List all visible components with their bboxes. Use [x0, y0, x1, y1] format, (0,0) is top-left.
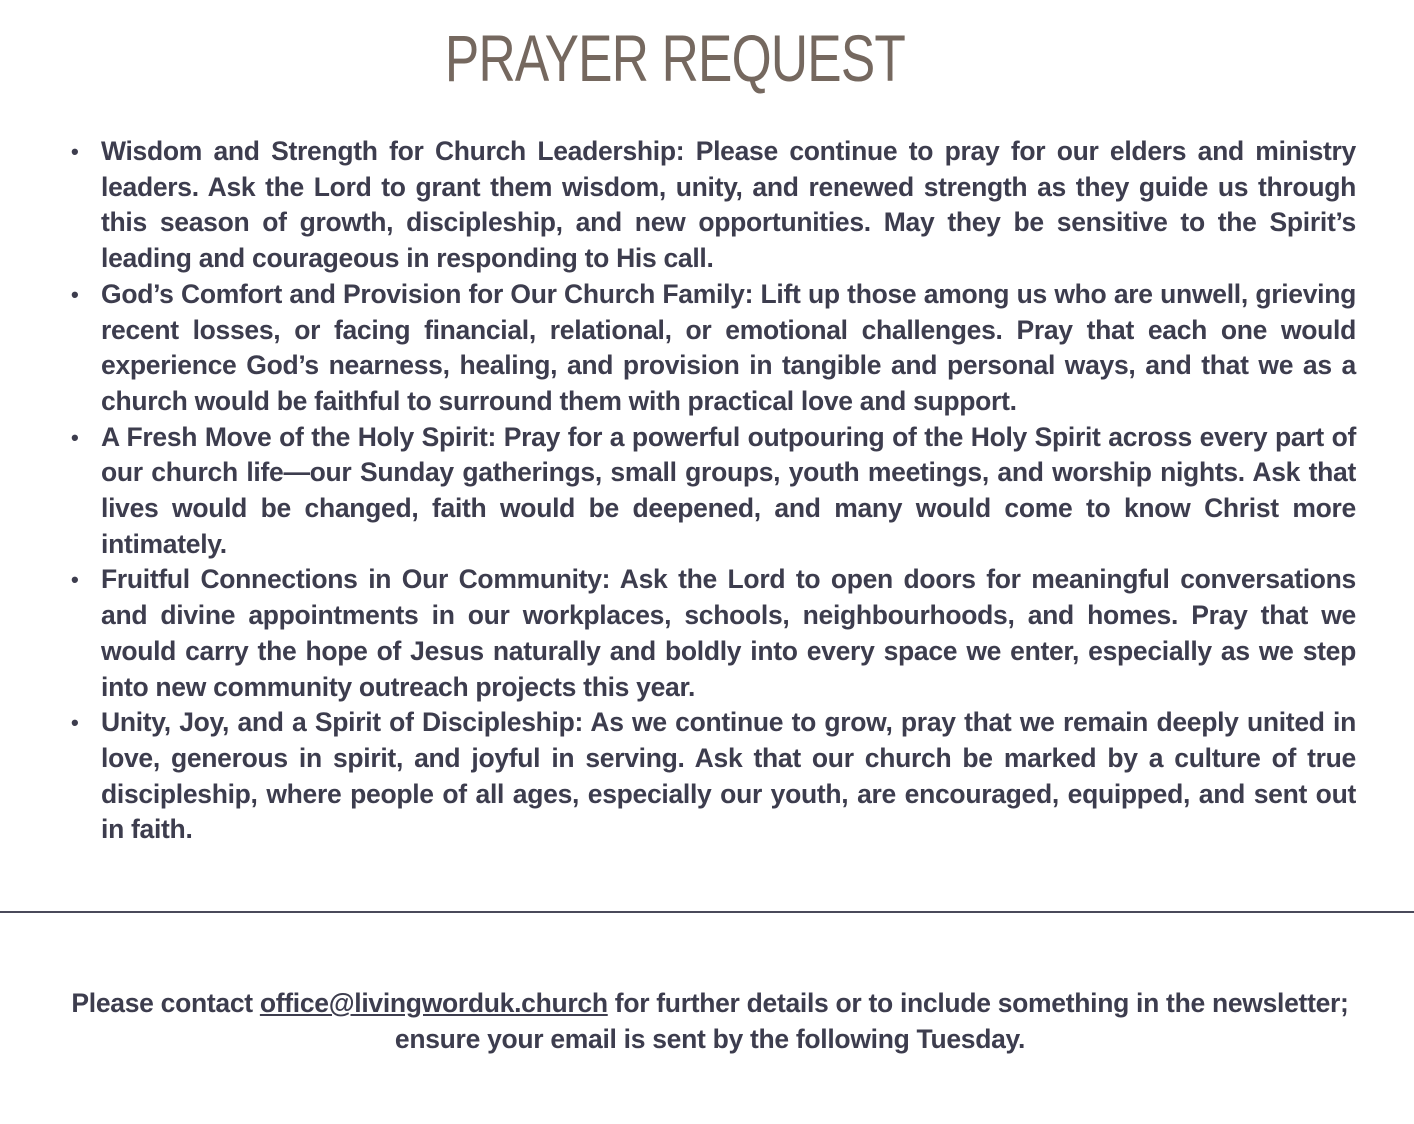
bullet-icon: • — [71, 567, 79, 593]
page-title: PRAYER REQUEST — [444, 21, 906, 95]
prayer-request-text: A Fresh Move of the Holy Spirit: Pray for a powerful outpouring of the Holy Spirit across every part of our church life—our Sunday gatherings, small groups, youth meetings, and worship nights. Ask that lives would be changed, faith would be deepened, and many would come to know Christ more intimately. — [101, 421, 1356, 559]
contact-note — [60, 986, 1360, 1057]
list-item — [71, 134, 1356, 277]
list-item — [71, 705, 1356, 848]
contact-email-link[interactable]: office@livingworduk.church — [259, 988, 608, 1018]
prayer-request-text: Fruitful Connections in Our Community: Ask the Lord to open doors for meaningful conversations and divine appointments in our workplaces, schools, neighbourhoods, and homes. Pray that we would carry the hope of Jesus naturally and boldly into every space we enter, especially as we step into new community outreach projects this year. — [101, 564, 1356, 702]
contact-note-suffix: for further details or to include something in the newsletter; ensure your email is sent by the following Tuesday. — [394, 988, 1349, 1054]
list-item — [71, 277, 1356, 420]
prayer-request-text: Wisdom and Strength for Church Leadership: Please continue to pray for our elders and ministry leaders. Ask the Lord to grant them wisdom, unity, and renewed strength as they guide us through this season of growth, discipleship, and new opportunities. May they be sensitive to the Spirit’s leading and courageous in responding to His call. — [101, 136, 1356, 274]
prayer-request-list — [71, 134, 1356, 848]
list-item — [71, 420, 1356, 563]
list-item — [71, 562, 1356, 705]
bullet-icon: • — [71, 139, 79, 164]
prayer-request-text: Unity, Joy, and a Spirit of Discipleship: As we continue to grow, pray that we remain deeply united in love, generous in spirit, and joyful in serving. Ask that our church be marked by a culture of true discipleship, where people of all ages, especially our youth, are encouraged, equipped, and sent out in faith. — [101, 707, 1356, 845]
prayer-request-text: God’s Comfort and Provision for Our Church Family: Lift up those among us who are unwell, grieving recent losses, or facing financial, relational, or emotional challenges. Pray that each one would experience God’s nearness, healing, and provision in tangible and personal ways, and that we as a church would be faithful to surround them with practical love and support. — [101, 278, 1356, 416]
section-divider — [0, 911, 1414, 913]
contact-note-prefix: Please contact — [71, 988, 260, 1018]
bullet-icon: • — [71, 281, 79, 307]
bullet-icon: • — [71, 710, 79, 736]
bullet-icon: • — [71, 424, 79, 450]
